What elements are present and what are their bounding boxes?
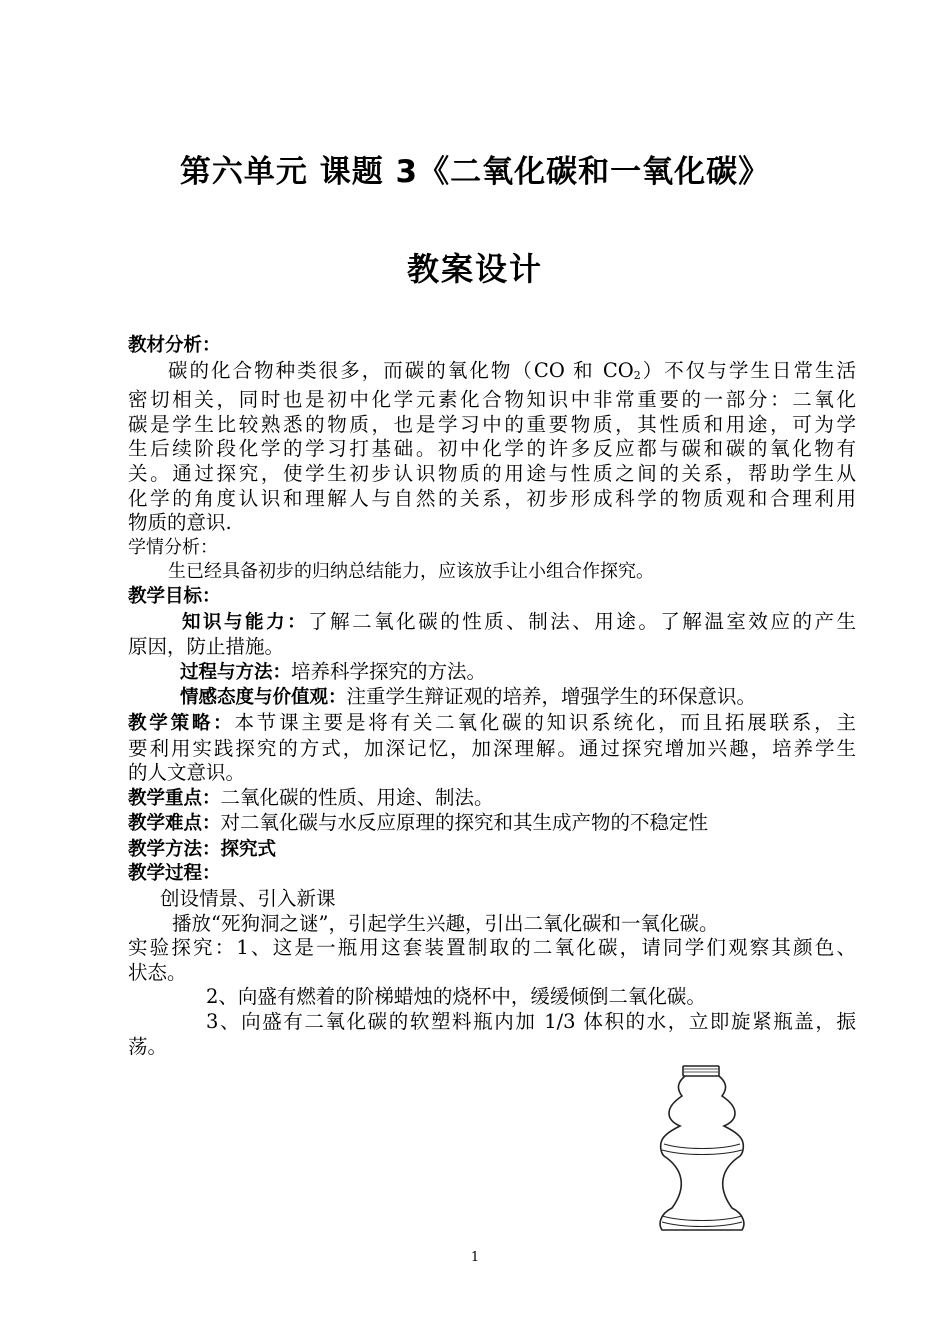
material-line-3: 碳是学生比较熟悉的物质，也是学习中的重要物质，其性质和用途，可为学 — [128, 412, 856, 436]
co2-subscript: 2 — [633, 368, 641, 382]
goal-knowledge-line-2: 原因，防止措施。 — [128, 635, 285, 659]
process-line-5: 2、向盛有燃着的阶梯蜡烛的烧杯中，缓缓倾倒二氧化碳。 — [206, 985, 706, 1009]
process-line-7: 荡。 — [128, 1034, 168, 1058]
strategy-line-1 — [128, 711, 856, 737]
material-line-7: 物质的意识. — [128, 511, 232, 535]
strategy-line-3: 的人文意识。 — [128, 761, 246, 785]
teaching-method — [128, 837, 856, 863]
key-text: 二氧化碳的性质、用途、制法。 — [220, 785, 494, 809]
process-line-2: 播放“死狗洞之谜”，引起学生兴趣，引出二氧化碳和一氧化碳。 — [172, 911, 719, 935]
material-line-4: 生后续阶段化学的学习打基础。初中化学的许多反应都与碳和碳的氧化物有 — [128, 437, 856, 461]
goal-process-text: 培养科学探究的方法。 — [291, 659, 487, 683]
document-title: 第六单元 课题 3《二氧化碳和一氧化碳》 — [179, 154, 771, 190]
plastic-bottle-icon — [654, 1064, 750, 1234]
goal-emotion-text: 注重学生辩证观的培养，增强学生的环保意识。 — [346, 685, 757, 709]
material-text-1: 碳的化合物种类很多，而碳的氧化物（CO 和 CO — [168, 358, 634, 382]
strategy-line-2: 要利用实践探究的方式，加深记忆，加深理解。通过探究增加兴趣，培养学生 — [128, 736, 856, 760]
document-body — [128, 334, 856, 1059]
material-text-1-tail: ）不仅与学生日常生活 — [640, 358, 856, 382]
goal-process — [128, 660, 856, 686]
material-line-6: 化学的角度认识和理解人与自然的关系，初步形成科学的物质观和合理利用 — [128, 486, 856, 510]
difficulty-text: 对二氧化碳与水反应原理的探究和其生成产物的不稳定性 — [220, 811, 709, 835]
goal-emotion-label: 情感态度与价值观： — [180, 687, 347, 709]
process-heading: 教学过程： — [128, 863, 221, 885]
process-line-1: 创设情景、引入新课 — [160, 887, 336, 911]
difficulties — [128, 811, 856, 837]
learner-text: 生已经具备初步的归纳总结能力，应该放手让小组合作探究。 — [168, 561, 654, 583]
material-line-1 — [128, 359, 856, 389]
material-line-5: 关。通过探究，使学生初步认识物质的用途与性质之间的关系，帮助学生从 — [128, 461, 856, 485]
goal-emotion — [128, 685, 856, 711]
difficulty-label: 教学难点： — [128, 813, 221, 835]
key-label: 教学重点： — [128, 787, 221, 809]
process-line-3: 实验探究：1、这是一瓶用这套装置制取的二氧化碳，请同学们观察其颜色、 — [128, 936, 856, 960]
strategy-text: 本节课主要是将有关二氧化碳的知识系统化，而且拓展联系，主 — [234, 710, 856, 734]
goal-process-label: 过程与方法： — [180, 661, 292, 683]
learner-heading: 学情分析： — [128, 536, 218, 558]
goal-knowledge-text: 了解二氧化碳的性质、制法、用途。了解温室效应的产生 — [308, 609, 856, 633]
material-line-2: 密切相关，同时也是初中化学元素化合物知识中非常重要的一部分：二氧化 — [128, 388, 856, 412]
goal-heading: 教学目标： — [128, 585, 221, 607]
method-label: 教学方法： — [128, 838, 221, 860]
document-subtitle: 教案设计 — [406, 250, 543, 288]
process-line-4: 状态。 — [128, 960, 187, 984]
process-line-6: 3、向盛有二氧化碳的软塑料瓶内加 1/3 体积的水，立即旋紧瓶盖，振 — [206, 1010, 856, 1034]
goal-knowledge-label: 知识与能力： — [182, 611, 309, 633]
material-heading: 教材分析： — [128, 335, 221, 356]
page-number: 1 — [470, 1250, 480, 1265]
goal-knowledge — [128, 610, 856, 636]
strategy-label: 教学策略： — [128, 712, 235, 734]
key-points — [128, 786, 856, 812]
method-text: 探究式 — [220, 838, 277, 860]
